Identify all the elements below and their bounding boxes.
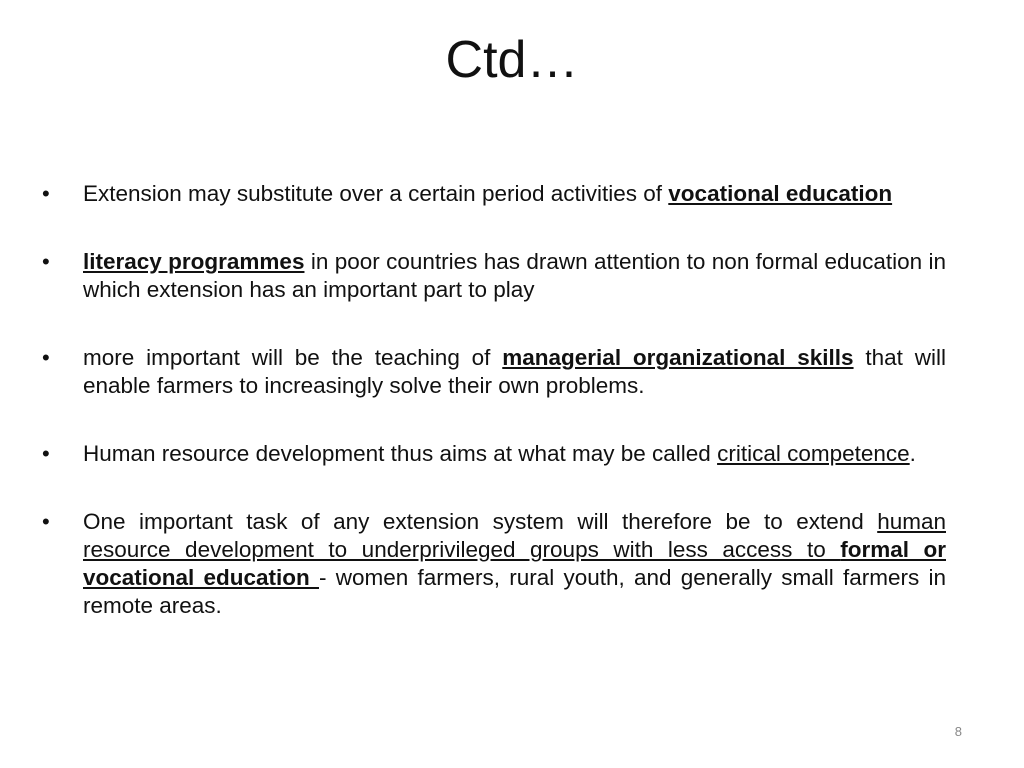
bullet-emphasis: formal or vocational education xyxy=(83,537,946,590)
bullet-item-5 xyxy=(42,508,946,620)
bullet-text: in poor countries has drawn attention to non formal education in which extension has an important part to play xyxy=(83,249,946,302)
bullet-text: Human resource development thus aims at what may be called xyxy=(83,441,718,466)
bullet-dot-icon: • xyxy=(42,249,50,274)
bullet-dot-icon: • xyxy=(42,441,50,466)
bullet-text: Extension may substitute over a certain period activities of xyxy=(83,181,669,206)
bullet-emphasis: literacy programmes xyxy=(83,249,305,274)
page-number: 8 xyxy=(954,724,962,739)
slide-title: Ctd… xyxy=(445,31,579,89)
bullet-dot-icon: • xyxy=(42,181,50,206)
bullet-text: that will enable farmers to increasingly solve their own problems. xyxy=(83,345,946,398)
bullet-underlined-text: critical competence xyxy=(717,441,910,466)
bullet-text: more important will be the teaching of xyxy=(83,345,503,370)
bullet-emphasis: vocational education xyxy=(668,181,893,206)
bullet-dot-icon: • xyxy=(42,345,50,370)
bullet-text: - women farmers, rural youth, and generally small farmers in remote areas. xyxy=(83,565,946,618)
bullet-item-3 xyxy=(42,344,946,400)
bullet-item-1 xyxy=(42,180,946,208)
bullet-dot-icon: • xyxy=(42,509,50,534)
bullet-emphasis: managerial organizational skills xyxy=(502,345,854,370)
bullet-text: . xyxy=(909,441,916,466)
bullet-list xyxy=(42,180,946,620)
bullet-item-4 xyxy=(42,440,946,468)
bullet-text: One important task of any extension system will therefore be to extend xyxy=(83,509,878,534)
bullet-underlined-text: human resource development to underprivileged groups with less access to xyxy=(83,509,946,562)
bullet-item-2 xyxy=(42,248,946,304)
